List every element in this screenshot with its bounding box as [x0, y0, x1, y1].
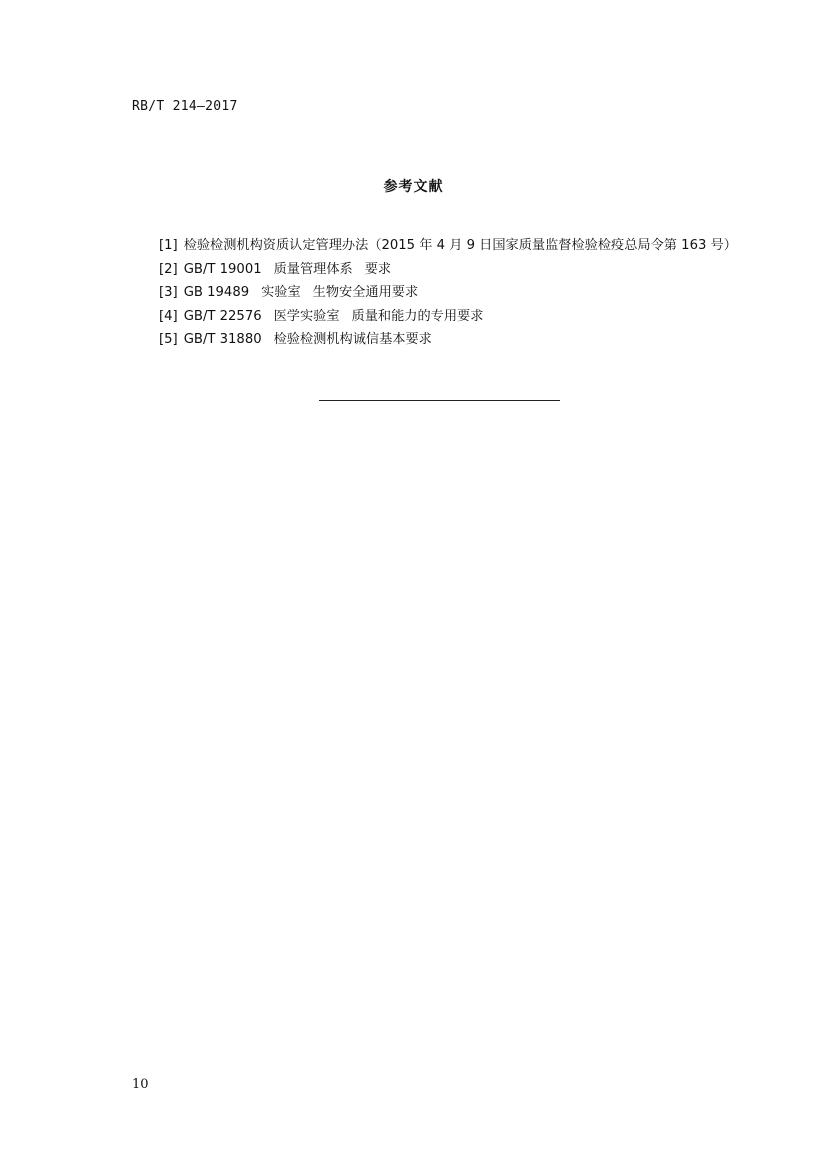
reference-standard-number: GB/T 31880	[183, 332, 262, 347]
reference-item	[132, 328, 754, 352]
reference-text: 检验检测机构资质认定管理办法（2015 年 4 月 9 日国家质量监督检验检疫总局令第 163 号）	[183, 238, 737, 253]
reference-title: 实验室	[261, 285, 301, 300]
reference-number: [1]	[159, 238, 178, 253]
reference-title: 质量管理体系	[273, 261, 353, 277]
reference-number: [2]	[159, 261, 178, 277]
reference-title: 质量和能力的专用要求	[351, 308, 484, 324]
standard-code-header: RB/T 214—2017	[132, 99, 238, 114]
reference-item	[132, 305, 754, 329]
reference-list	[132, 234, 754, 352]
reference-number: [5]	[159, 332, 178, 347]
reference-title: 要求	[364, 261, 392, 277]
section-title: 参考文献	[383, 179, 444, 195]
reference-standard-number: GB/T 22576	[183, 308, 262, 324]
page-number: 10	[132, 1077, 149, 1092]
reference-item	[132, 234, 754, 258]
reference-title: 医学实验室	[273, 308, 340, 324]
reference-standard-number: GB/T 19001	[183, 261, 262, 277]
reference-title: 检验检测机构诚信基本要求	[273, 332, 432, 347]
reference-title: 生物安全通用要求	[312, 285, 419, 300]
end-of-document-rule	[319, 400, 560, 401]
reference-item	[132, 258, 754, 282]
reference-item	[132, 281, 754, 305]
reference-standard-number: GB 19489	[183, 285, 250, 300]
reference-number: [3]	[159, 285, 178, 300]
reference-number: [4]	[159, 308, 178, 324]
